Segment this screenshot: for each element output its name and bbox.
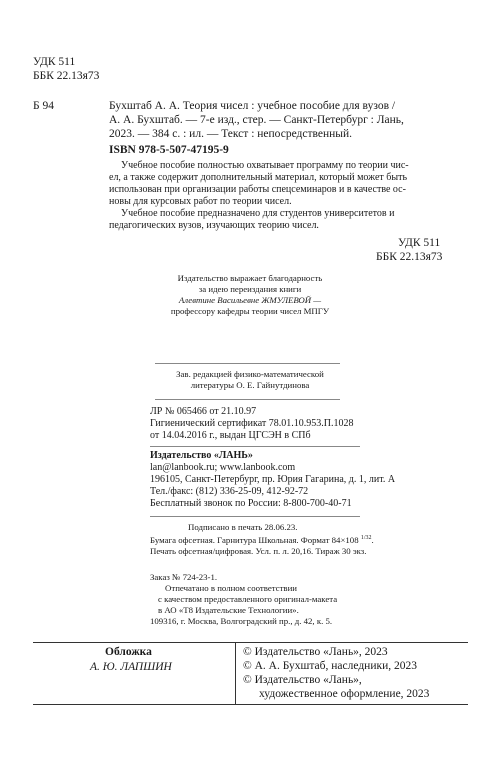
- bottom-frame-top-rule: [33, 642, 468, 643]
- gratitude-line: профессору кафедры теории чисел МПГУ: [170, 306, 330, 316]
- annotation-line: Учебное пособие полностью охватывает программу по теории чис-: [121, 160, 409, 171]
- publisher-address: 196105, Санкт-Петербург, пр. Юрия Гагарина, д. 1, лит. А: [150, 474, 396, 485]
- print-info: [150, 522, 480, 583]
- format-fraction: 1/32: [360, 535, 372, 541]
- printed-line: Отпечатано в полном соответствии: [165, 583, 297, 593]
- printed-line: с качеством предоставленного оригинал-макета: [158, 594, 338, 604]
- gratitude-line: Издательство выражает благодарность: [177, 273, 323, 283]
- cover-author: А. Ю. ЛАПШИН: [90, 661, 172, 673]
- udk-bottom: УДК 511: [398, 237, 441, 249]
- license-line: от 14.04.2016 г., выдан ЦГСЭН в СПб: [150, 430, 311, 441]
- editor: [150, 369, 350, 391]
- bbk-top: ББК 22.13я73: [33, 70, 100, 82]
- publisher-contacts: lan@lanbook.ru; www.lanbook.com: [150, 462, 296, 473]
- paper-format: [150, 533, 480, 546]
- annotation-line: ел, а также содержит дополнительный материал, который может быть: [109, 172, 408, 183]
- annotation: [109, 160, 455, 232]
- copyright: [243, 645, 429, 701]
- gratitude: [150, 273, 350, 317]
- record-line-1: [109, 99, 395, 113]
- publisher-name: Издательство «ЛАНЬ»: [150, 450, 253, 461]
- record-line-3: 2023. — 384 с. : ил. — Текст : непосредственный.: [109, 128, 353, 140]
- annotation-line: использован при организации работы спецсеминаров и в качестве ос-: [109, 184, 406, 195]
- record-text: Бухштаб А. А. Теория чисел : учебное пособие для вузов /: [109, 100, 396, 112]
- copyright-line: художественное оформление, 2023: [259, 688, 430, 700]
- license-line: ЛР № 065466 от 21.10.97: [150, 406, 257, 417]
- bottom-frame-divider: [235, 642, 236, 704]
- udk-top: УДК 511: [33, 56, 76, 68]
- bottom-frame-bottom-rule: [33, 704, 468, 705]
- divider: [155, 363, 340, 364]
- bbk-bottom: ББК 22.13я73: [376, 251, 443, 263]
- cover-label: Обложка: [105, 646, 152, 658]
- publisher-phone: Тел./факс: (812) 336-25-09, 412-92-72: [150, 486, 309, 497]
- divider: [150, 516, 360, 517]
- printed-line: 109316, г. Москва, Волгоградский пр., д. 42, к. 5.: [150, 616, 333, 626]
- print-line: Печать офсетная/цифровая. Усл. п. л. 20,16. Тираж 30 экз.: [150, 545, 367, 556]
- record-line-2: А. А. Бухштаб. — 7-е изд., стер. — Санкт-Петербург : Лань,: [109, 114, 404, 126]
- printed-at: [150, 583, 400, 627]
- copyright-line: © Издательство «Лань»,: [243, 674, 362, 686]
- license: [150, 406, 353, 442]
- gratitude-dedicatee: Алевтине Васильевне ЖМУЛЕВОЙ —: [178, 295, 322, 305]
- divider: [155, 399, 340, 400]
- annotation-line: педагогических вузов, изучающих теорию чисел.: [109, 220, 319, 231]
- order-number: Заказ № 724-23-1.: [150, 571, 218, 582]
- publisher: [150, 450, 395, 510]
- printed-line: в АО «Т8 Издательские Технологии».: [158, 605, 299, 615]
- publisher-free-call: Бесплатный звонок по России: 8-800-700-40-71: [150, 498, 352, 509]
- paper-end: .: [371, 534, 374, 545]
- annotation-line: Учебное пособие предназначено для студентов университетов и: [121, 208, 395, 219]
- editor-line: Зав. редакцией физико-математической: [176, 369, 324, 379]
- license-line: Гигиенический сертификат 78.01.10.953.П.1028: [150, 418, 354, 429]
- copyright-line: © А. А. Бухштаб, наследники, 2023: [243, 660, 417, 672]
- paper-text: Бумага офсетная. Гарнитура Школьная. Формат 84×108: [150, 534, 361, 545]
- author-mark: Б 94: [33, 100, 54, 112]
- signed-date: Подписано в печать 28.06.23.: [188, 522, 298, 532]
- divider: [150, 446, 360, 447]
- annotation-line: новы для курсовых работ по теории чисел.: [109, 196, 292, 207]
- editor-line: литературы О. Е. Гайнутдинова: [190, 380, 310, 390]
- isbn: ISBN 978-5-507-47195-9: [109, 144, 229, 156]
- copyright-line: © Издательство «Лань», 2023: [243, 646, 388, 658]
- gratitude-line: за идею переиздания книги: [198, 284, 302, 294]
